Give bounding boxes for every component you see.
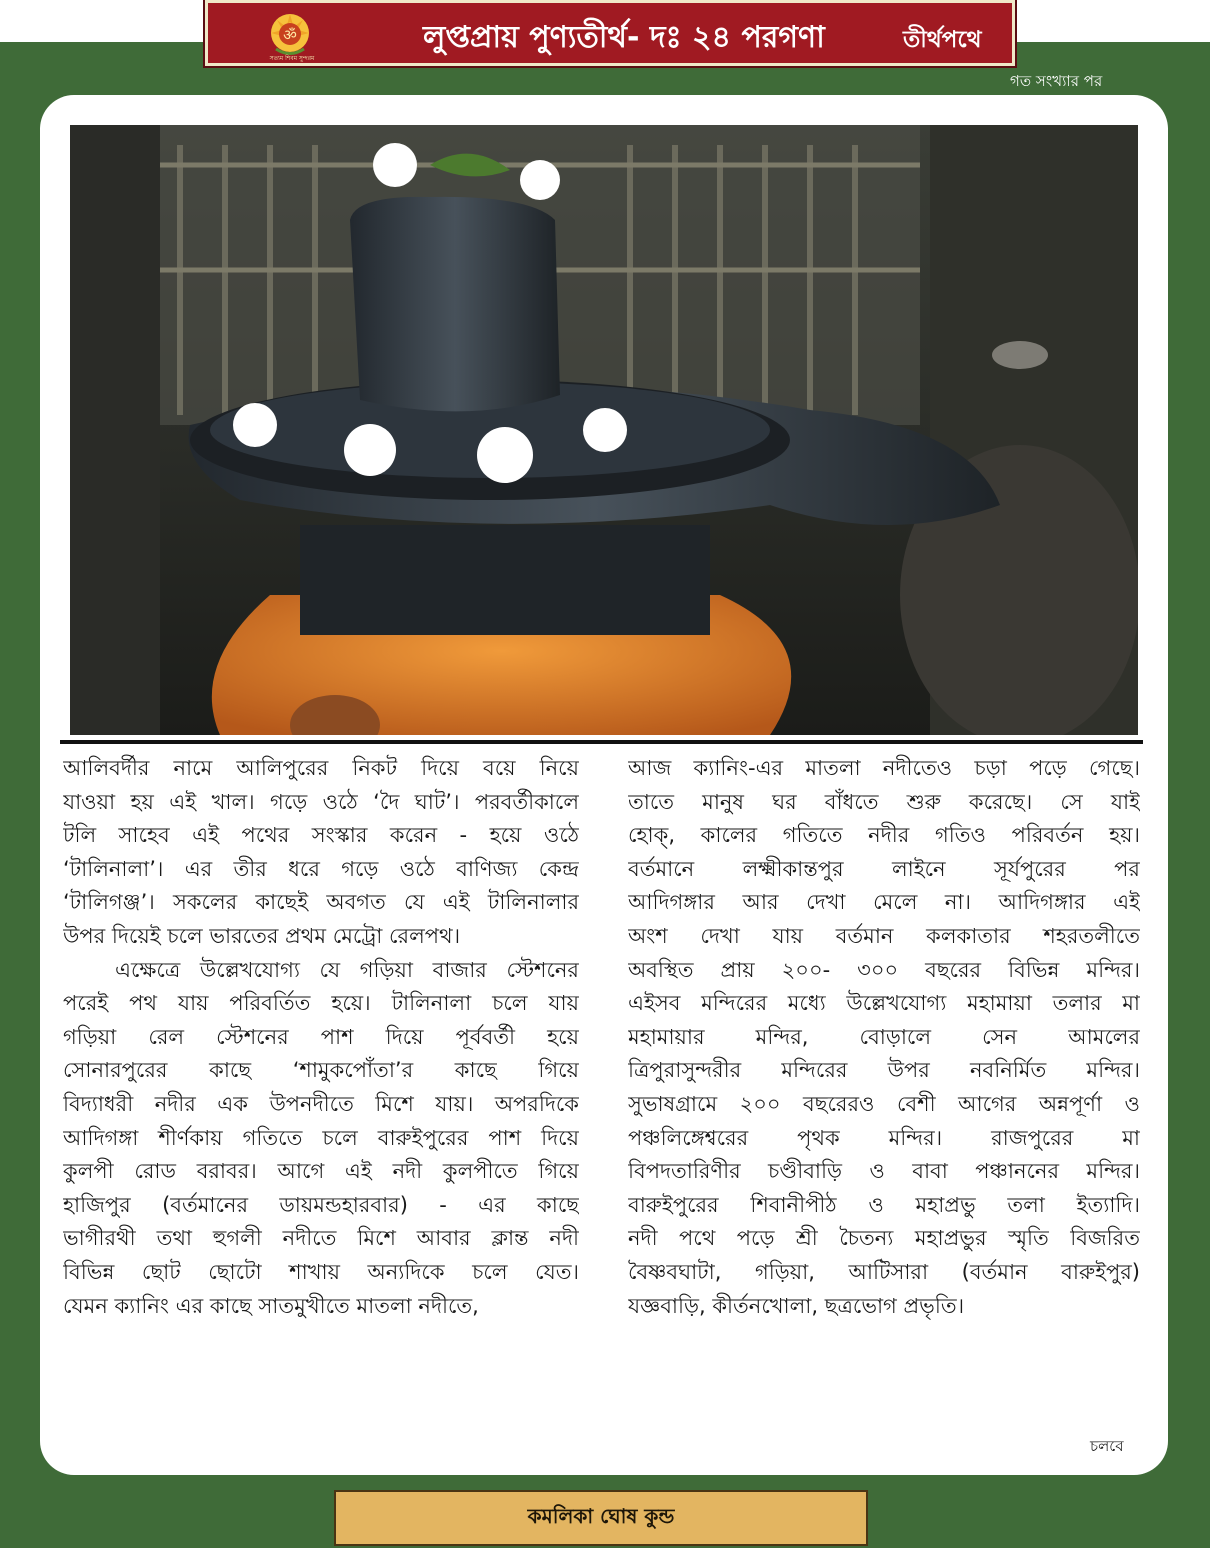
article-line: আজ ক্যানিং-এর মাতলা নদীতেও চড়া পড়ে গেছে। (628, 756, 1140, 780)
continued-from-note: গত সংখ্যার পর (1010, 72, 1103, 90)
article-line: বারুইপুরের শিবানীপীঠ ও মহাপ্রভু তলা ইত্যাদি। (628, 1192, 1140, 1217)
author-name: কমলিকা ঘোষ কুন্ড (527, 1503, 675, 1528)
article-line: বর্তমানে লক্ষ্মীকান্তপুর লাইনে সূর্যপুরের পর (628, 856, 1140, 881)
article-line: গড়িয়া রেল স্টেশনের পাশ দিয়ে পূর্ববর্তী হয়ে (63, 1024, 579, 1049)
article-line: অংশ দেখা যায় বর্তমান কলকাতার শহরতলীতে (628, 923, 1140, 948)
article-line: পরেই পথ যায় পরিবর্তিত হয়ে। টালিনালা চলে যায় (63, 991, 579, 1016)
article-line: টলি সাহেব এই পথের সংস্কার করেন - হয়ে ওঠে (63, 823, 579, 848)
svg-text:ॐ: ॐ (283, 26, 297, 44)
article-line: বৈষ্ণবঘাটা, গড়িয়া, আটিসারা (বর্তমান বারুইপুর) (628, 1259, 1140, 1284)
article-line: সোনারপুরের কাছে ‘শামুকপোঁতা’র কাছে গিয়ে (63, 1058, 579, 1083)
article-line: কুলপী রোড বরাবর। আগে এই নদী কুলপীতে গিয়ে (63, 1159, 579, 1184)
article-line: যজ্ঞবাড়ি, কীর্তনখোলা, ছত্রভোগ প্রভৃতি। (628, 1293, 965, 1318)
article-left-column (63, 752, 579, 1323)
article-line: যেমন ক্যানিং এর কাছে সাতমুখীতে মাতলা নদীতে, (63, 1293, 479, 1318)
emblem-caption: সত্যম শিবম সুন্দরম (269, 55, 315, 62)
article-line: আদিগঙ্গার আর দেখা মেলে না। আদিগঙ্গার এই (628, 890, 1140, 915)
shiva-linga-photo (70, 125, 1138, 735)
article-line: নদী পথে পড়ে শ্রী চৈতন্য মহাপ্রভুর স্মৃতি বিজরিত (628, 1226, 1140, 1251)
article-line: আলিবর্দীর নামে আলিপুরের নিকট দিয়ে বয়ে নিয়ে (63, 756, 579, 780)
article-line: বিভিন্ন ছোট ছোটো শাখায় অন্যদিকে চলে যেত। (63, 1259, 579, 1284)
article-line: যাওয়া হয় এই খাল। গড়ে ওঠে ‘দৈ ঘাট’। পরবর্তীকালে (63, 789, 579, 814)
article-line: ত্রিপুরাসুন্দরীর মন্দিরের উপর নবনির্মিত মন্দির। (628, 1058, 1140, 1083)
article-line: তাতে মানুষ ঘর বাঁধতে শুরু করেছে। সে যাই (628, 789, 1140, 814)
header-banner (205, 0, 1015, 66)
article-line: হোক্, কালের গতিতে নদীর গতিও পরিবর্তন হয়। (628, 823, 1140, 848)
section-divider (60, 740, 1143, 744)
article-line: ভাগীরথী তথা হুগলী নদীতে মিশে আবার ক্লান্ত নদী (63, 1226, 579, 1251)
article-line: পঞ্চলিঙ্গেশ্বরের পৃথক মন্দির। রাজপুরের মা (628, 1125, 1140, 1150)
article-right-column (628, 752, 1140, 1323)
page-title: লুপ্তপ্রায় পুণ্যতীর্থ- দঃ ২৪ পরগণা (423, 20, 825, 55)
om-emblem-icon (266, 11, 314, 59)
article-line: হাজিপুর (বর্তমানের ডায়মন্ডহারবার) - এর কাছে (63, 1192, 579, 1217)
article-line: এক্ষেত্রে উল্লেখযোগ্য যে গড়িয়া বাজার স্টেশনের (115, 957, 579, 982)
article-line: বিদ্যাধরী নদীর এক উপনদীতে মিশে যায়। অপরদিকে (63, 1091, 579, 1116)
article-line: ‘টালিনালা’। এর তীর ধরে গড়ে ওঠে বাণিজ্য কেন্দ্র (63, 856, 579, 881)
author-box (334, 1490, 868, 1546)
article-line: আদিগঙ্গা শীর্ণকায় গতিতে চলে বারুইপুরের পাশ দিয়ে (63, 1125, 579, 1150)
article-line: বিপদতারিণীর চণ্ডীবাড়ি ও বাবা পঞ্চাননের মন্দির। (628, 1159, 1140, 1184)
article-line: এইসব মন্দিরের মধ্যে উল্লেখযোগ্য মহামায়া তলার মা (628, 991, 1140, 1016)
article-line: মহামায়ার মন্দির, বোড়ালে সেন আমলের (628, 1024, 1140, 1049)
article-line: সুভাষগ্রামে ২০০ বছরেরও বেশী আগের অন্নপূর্ণা ও (628, 1091, 1140, 1116)
article-line: উপর দিয়েই চলে ভারতের প্রথম মেট্রো রেলপথ। (63, 923, 461, 948)
continued-note: চলবে (1090, 1437, 1124, 1455)
section-tag: তীর্থপথে (903, 27, 982, 53)
article-line: অবস্থিত প্রায় ২০০- ৩০০ বছরের বিভিন্ন মন্দির। (628, 957, 1140, 982)
article-line: ‘টালিগঞ্জ’। সকলের কাছেই অবগত যে এই টালিনালার (63, 890, 579, 915)
